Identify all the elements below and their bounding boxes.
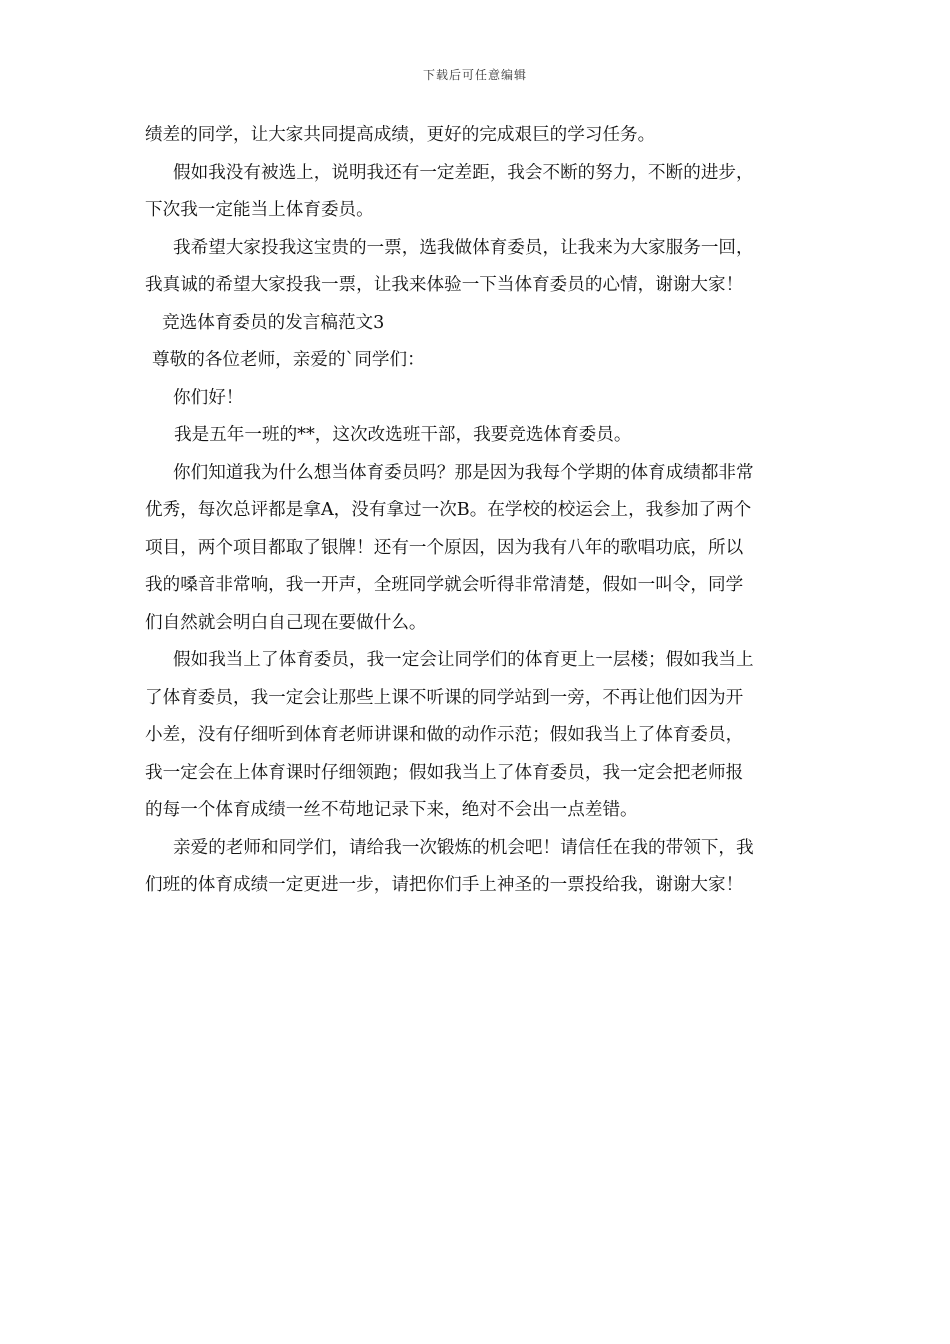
text-line: 们班的体育成绩一定更进一步，请把你们手上神圣的一票投给我，谢谢大家！ [145,875,744,895]
text-line: 我是五年一班的**，这次改选班干部，我要竞选体育委员。 [174,425,632,445]
text-line: 优秀，每次总评都是拿A，没有拿过一次B。在学校的校运会上，我参加了两个 [145,500,752,520]
text-line: 我希望大家投我这宝贵的一票，选我做体育委员，让我来为大家服务一回， [173,237,754,258]
text-line: 你们知道我为什么想当体育委员吗？那是因为我每个学期的体育成绩都非常 [173,462,754,483]
text-line: 尊敬的各位老师，亲爱的`同学们： [152,350,425,370]
text-line: 假如我没有被选上，说明我还有一定差距，我会不断的努力，不断的进步， [173,162,754,183]
document-body [145,117,810,905]
text-line: 的每一个体育成绩一丝不苟地记录下来，绝对不会出一点差错。 [145,800,638,820]
page-header: 下载后可任意编辑 [422,68,527,82]
text-line: 你们好！ [173,387,244,408]
text-line: 了体育委员，我一定会让那些上课不听课的同学站到一旁，不再让他们因为开 [145,687,744,708]
text-line: 们自然就会明白自己现在要做什么。 [145,612,427,633]
text-line: 绩差的同学，让大家共同提高成绩，更好的完成艰巨的学习任务。 [145,125,656,145]
text-line: 假如我当上了体育委员，我一定会让同学们的体育更上一层楼；假如我当上 [173,650,754,670]
text-line: 我的嗓音非常响，我一开声，全班同学就会听得非常清楚，假如一叫令，同学 [145,575,744,595]
text-line: 亲爱的老师和同学们，请给我一次锻炼的机会吧！请信任在我的带领下，我 [173,837,754,858]
text-line: 小差，没有仔细听到体育老师讲课和做的动作示范；假如我当上了体育委员， [145,725,744,745]
text-line: 我一定会在上体育课时仔细领跑；假如我当上了体育委员，我一定会把老师报 [145,762,744,783]
text-line: 项目，两个项目都取了银牌！还有一个原因，因为我有八年的歌唱功底，所以 [145,537,744,558]
text-line: 我真诚的希望大家投我一票，让我来体验一下当体育委员的心情，谢谢大家！ [145,275,744,295]
text-line: 下次我一定能当上体育委员。 [145,200,374,220]
text-line: 竞选体育委员的发言稿范文3 [162,312,385,333]
